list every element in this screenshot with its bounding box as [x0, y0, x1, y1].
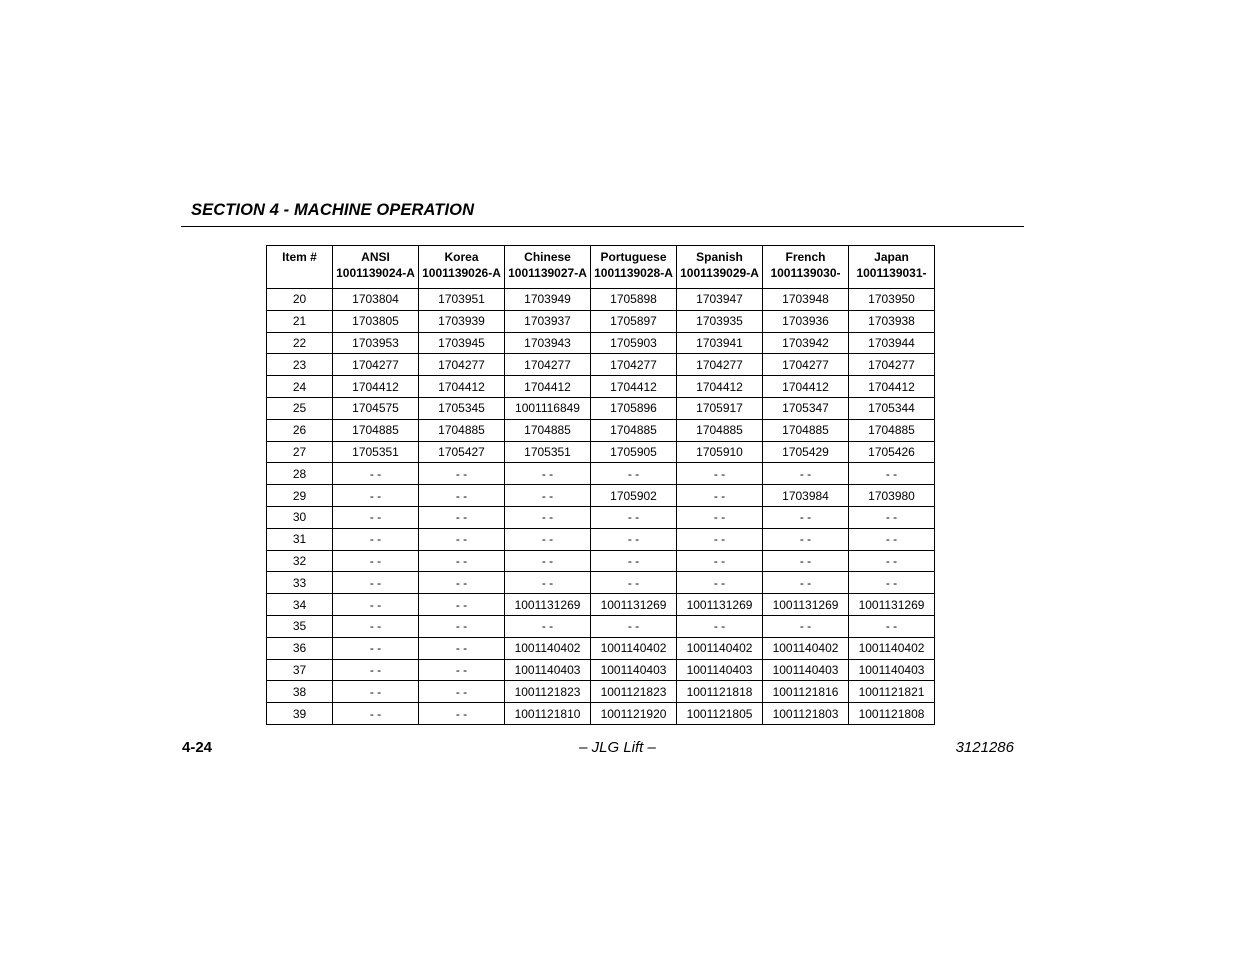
part-number-cell: - - [849, 572, 935, 594]
part-number-cell: - - [677, 485, 763, 507]
part-number-cell: 1705429 [763, 441, 849, 463]
part-number-cell: - - [677, 550, 763, 572]
part-number-cell: - - [677, 572, 763, 594]
table-row [267, 528, 935, 550]
part-number-cell: 1705345 [419, 397, 505, 419]
part-number-cell: - - [505, 463, 591, 485]
part-number-cell: 1705898 [591, 289, 677, 311]
part-number-cell: 1704277 [333, 354, 419, 376]
section-title: SECTION 4 - MACHINE OPERATION [191, 201, 475, 219]
part-number-cell: 1703945 [419, 332, 505, 354]
table-row [267, 376, 935, 398]
part-number-cell: - - [419, 506, 505, 528]
part-number-cell: 1704412 [849, 376, 935, 398]
item-number-cell: 20 [267, 289, 333, 311]
item-number-cell: 28 [267, 463, 333, 485]
part-number-cell: - - [505, 485, 591, 507]
part-number-cell: - - [677, 615, 763, 637]
part-number-cell: - - [763, 528, 849, 550]
header-cell-korea [419, 246, 505, 289]
item-number-cell: 37 [267, 659, 333, 681]
part-number-cell: 1001140403 [849, 659, 935, 681]
part-number-cell: - - [419, 572, 505, 594]
table-row [267, 419, 935, 441]
part-number-cell: 1001121823 [505, 681, 591, 703]
item-number-cell: 29 [267, 485, 333, 507]
part-number-cell: 1001131269 [505, 594, 591, 616]
part-number-cell: 1705903 [591, 332, 677, 354]
part-number-cell: 1705896 [591, 397, 677, 419]
part-number-cell: - - [333, 681, 419, 703]
part-number-cell: - - [333, 572, 419, 594]
part-number-cell: 1001131269 [677, 594, 763, 616]
part-number-cell: 1001121821 [849, 681, 935, 703]
part-number-cell: 1703943 [505, 332, 591, 354]
part-number-cell: 1705351 [505, 441, 591, 463]
part-number-cell: 1704277 [591, 354, 677, 376]
part-number-cell: 1001140403 [505, 659, 591, 681]
part-number-cell: 1703944 [849, 332, 935, 354]
part-number-cell: - - [419, 485, 505, 507]
part-number-cell: - - [333, 463, 419, 485]
table-header-row [267, 246, 935, 289]
item-number-cell: 23 [267, 354, 333, 376]
part-number-cell: - - [763, 615, 849, 637]
part-number-cell: 1704885 [677, 419, 763, 441]
part-number-cell: 1001131269 [849, 594, 935, 616]
item-number-cell: 27 [267, 441, 333, 463]
column-label: French [785, 250, 826, 264]
part-number-cell: 1001140402 [763, 637, 849, 659]
table-body [267, 289, 935, 725]
part-number-cell: - - [505, 550, 591, 572]
table-row [267, 550, 935, 572]
column-label: Japan [874, 250, 909, 264]
part-number-cell: 1704412 [333, 376, 419, 398]
table-row [267, 332, 935, 354]
part-number-cell: 1704277 [419, 354, 505, 376]
part-number-cell: 1704412 [419, 376, 505, 398]
part-number-cell: 1001121810 [505, 703, 591, 725]
part-number-cell: - - [419, 528, 505, 550]
part-number-cell: - - [419, 615, 505, 637]
item-number-cell: 36 [267, 637, 333, 659]
table-row [267, 397, 935, 419]
part-number-cell: 1703949 [505, 289, 591, 311]
table-row [267, 637, 935, 659]
column-part-number: 1001139024-A [336, 266, 415, 280]
part-number-cell: 1704412 [677, 376, 763, 398]
part-number-cell: - - [505, 506, 591, 528]
part-number-cell: - - [419, 659, 505, 681]
header-cell-french [763, 246, 849, 289]
part-number-cell: - - [763, 550, 849, 572]
page-number: 4-24 [182, 739, 213, 756]
part-number-cell: 1704885 [591, 419, 677, 441]
part-number-cell: - - [849, 615, 935, 637]
part-number-cell: 1704277 [763, 354, 849, 376]
table-row [267, 463, 935, 485]
part-number-cell: - - [419, 594, 505, 616]
part-number-cell: - - [505, 528, 591, 550]
table-row [267, 703, 935, 725]
part-number-cell: 1703948 [763, 289, 849, 311]
header-cell-ansi [333, 246, 419, 289]
part-number-cell: - - [849, 463, 935, 485]
part-number-cell: 1703953 [333, 332, 419, 354]
part-number-cell: - - [333, 659, 419, 681]
column-label: Item # [282, 250, 317, 264]
part-number-cell: - - [849, 550, 935, 572]
part-number-cell: 1001140402 [849, 637, 935, 659]
item-number-cell: 30 [267, 506, 333, 528]
part-number-cell: 1705917 [677, 397, 763, 419]
item-number-cell: 24 [267, 376, 333, 398]
table-row [267, 681, 935, 703]
item-number-cell: 26 [267, 419, 333, 441]
part-number-cell: 1705427 [419, 441, 505, 463]
part-number-cell: - - [591, 528, 677, 550]
part-number-cell: - - [419, 550, 505, 572]
part-number-cell: 1704277 [849, 354, 935, 376]
part-number-cell: 1705910 [677, 441, 763, 463]
part-number-cell: 1703984 [763, 485, 849, 507]
column-part-number: 1001139027-A [508, 266, 587, 280]
table-row [267, 485, 935, 507]
item-number-cell: 34 [267, 594, 333, 616]
part-number-cell: 1001121803 [763, 703, 849, 725]
header-cell-japan [849, 246, 935, 289]
item-number-cell: 35 [267, 615, 333, 637]
part-number-cell: 1703942 [763, 332, 849, 354]
column-label: Korea [444, 250, 479, 264]
part-number-cell: 1001121920 [591, 703, 677, 725]
column-part-number: 1001139031- [856, 266, 927, 280]
part-number-cell: 1705897 [591, 310, 677, 332]
part-number-cell: 1704277 [505, 354, 591, 376]
part-number-cell: 1704412 [591, 376, 677, 398]
part-number-cell: - - [763, 572, 849, 594]
part-number-cell: - - [419, 681, 505, 703]
part-number-cell: - - [849, 506, 935, 528]
column-part-number: 1001139026-A [422, 266, 501, 280]
item-number-cell: 25 [267, 397, 333, 419]
part-number-cell: 1705426 [849, 441, 935, 463]
item-number-cell: 39 [267, 703, 333, 725]
part-number-cell: - - [333, 594, 419, 616]
part-number-cell: - - [505, 615, 591, 637]
part-number-cell: 1703947 [677, 289, 763, 311]
part-number-cell: - - [333, 703, 419, 725]
part-number-cell: - - [333, 506, 419, 528]
column-label: Chinese [524, 250, 571, 264]
part-number-cell: 1703935 [677, 310, 763, 332]
item-number-cell: 21 [267, 310, 333, 332]
part-number-cell: - - [677, 506, 763, 528]
part-number-cell: 1703980 [849, 485, 935, 507]
part-number-cell: 1704412 [763, 376, 849, 398]
item-number-cell: 32 [267, 550, 333, 572]
table-row [267, 659, 935, 681]
part-number-cell: 1001131269 [591, 594, 677, 616]
column-label: Spanish [696, 250, 743, 264]
part-number-cell: 1703805 [333, 310, 419, 332]
part-number-cell: 1704885 [333, 419, 419, 441]
part-number-cell: 1001121805 [677, 703, 763, 725]
column-part-number: 1001139029-A [680, 266, 759, 280]
part-number-cell: 1703939 [419, 310, 505, 332]
part-number-cell: 1704885 [849, 419, 935, 441]
header-cell-portuguese [591, 246, 677, 289]
table-row [267, 615, 935, 637]
part-number-cell: - - [763, 463, 849, 485]
part-number-cell: 1705902 [591, 485, 677, 507]
part-number-cell: 1703804 [333, 289, 419, 311]
part-number-cell: - - [505, 572, 591, 594]
part-number-cell: - - [591, 572, 677, 594]
part-number-cell: 1001140402 [591, 637, 677, 659]
part-number-cell: - - [333, 528, 419, 550]
part-number-cell: 1001140403 [677, 659, 763, 681]
part-number-cell: 1705344 [849, 397, 935, 419]
part-number-cell: - - [591, 550, 677, 572]
table-row [267, 441, 935, 463]
header-cell-item [267, 246, 333, 289]
part-number-cell: 1703937 [505, 310, 591, 332]
header-cell-chinese [505, 246, 591, 289]
table-row [267, 310, 935, 332]
part-number-cell: 1704575 [333, 397, 419, 419]
table-row [267, 594, 935, 616]
part-number-cell: 1001116849 [505, 397, 591, 419]
part-number-cell: - - [333, 485, 419, 507]
item-number-cell: 22 [267, 332, 333, 354]
part-number-cell: - - [677, 528, 763, 550]
part-number-cell: - - [591, 463, 677, 485]
document-number: 3121286 [955, 739, 1014, 756]
part-number-cell: 1704885 [763, 419, 849, 441]
part-number-cell: - - [677, 463, 763, 485]
part-number-cell: 1703951 [419, 289, 505, 311]
table-row [267, 289, 935, 311]
column-label: ANSI [361, 250, 390, 264]
column-part-number: 1001139030- [770, 266, 841, 280]
part-number-cell: 1705347 [763, 397, 849, 419]
part-number-cell: 1704885 [505, 419, 591, 441]
part-number-cell: - - [591, 615, 677, 637]
part-number-cell: - - [849, 528, 935, 550]
part-number-cell: 1703941 [677, 332, 763, 354]
part-number-cell: 1704277 [677, 354, 763, 376]
part-number-cell: - - [333, 637, 419, 659]
part-number-cell: - - [333, 615, 419, 637]
item-number-cell: 31 [267, 528, 333, 550]
part-number-cell: 1001121818 [677, 681, 763, 703]
part-number-cell: 1705905 [591, 441, 677, 463]
part-number-cell: 1703936 [763, 310, 849, 332]
header-cell-spanish [677, 246, 763, 289]
part-number-cell: - - [763, 506, 849, 528]
column-label: Portuguese [600, 250, 667, 264]
decal-parts-table [266, 245, 935, 725]
part-number-cell: - - [333, 550, 419, 572]
part-number-cell: 1001140403 [763, 659, 849, 681]
part-number-cell: 1703950 [849, 289, 935, 311]
table-row [267, 572, 935, 594]
part-number-cell: - - [591, 506, 677, 528]
column-part-number: 1001139028-A [594, 266, 673, 280]
part-number-cell: 1705351 [333, 441, 419, 463]
part-number-cell: 1001140402 [677, 637, 763, 659]
part-number-cell: 1704885 [419, 419, 505, 441]
part-number-cell: 1704412 [505, 376, 591, 398]
part-number-cell: 1001121816 [763, 681, 849, 703]
part-number-cell: 1703938 [849, 310, 935, 332]
part-number-cell: 1001140402 [505, 637, 591, 659]
footer-publisher: – JLG Lift – [579, 739, 656, 756]
part-number-cell: 1001121808 [849, 703, 935, 725]
part-number-cell: 1001140403 [591, 659, 677, 681]
part-number-cell: 1001131269 [763, 594, 849, 616]
part-number-cell: - - [419, 703, 505, 725]
item-number-cell: 33 [267, 572, 333, 594]
part-number-cell: - - [419, 463, 505, 485]
header-divider [181, 226, 1024, 227]
table-row [267, 506, 935, 528]
part-number-cell: 1001121823 [591, 681, 677, 703]
part-number-cell: - - [419, 637, 505, 659]
item-number-cell: 38 [267, 681, 333, 703]
table-row [267, 354, 935, 376]
